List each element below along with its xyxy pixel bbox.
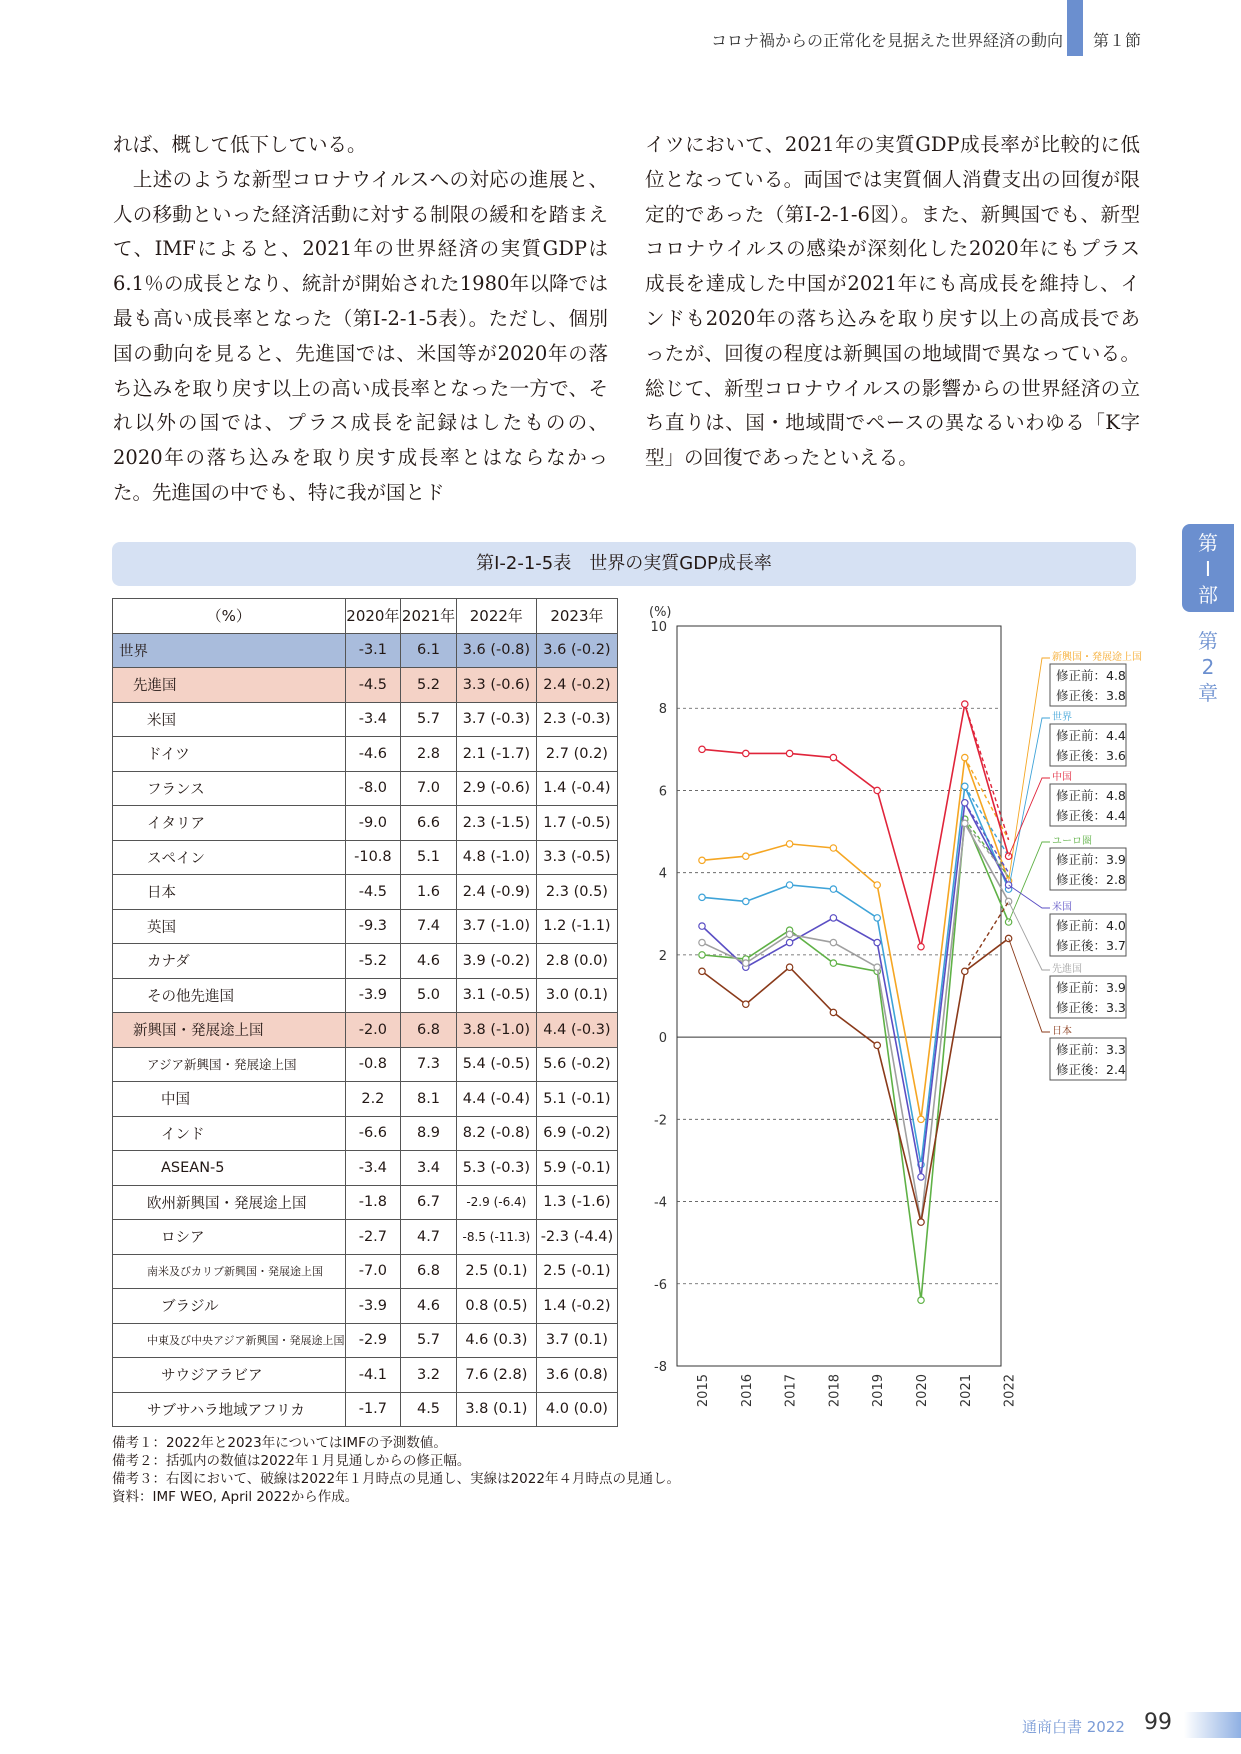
table-row — [113, 978, 618, 1013]
table-cell-name: 中国 — [113, 1082, 346, 1117]
table-cell-value-2022: 5.3 (-0.3) — [456, 1151, 536, 1186]
note: 備考３：右図において、破線は2022年１月時点の見通し、実線は2022年４月時点の見通し。 — [112, 1471, 680, 1487]
table-cell-value-2022: 3.7 (-1.0) — [456, 909, 536, 944]
table-cell-value-2020: -1.7 — [345, 1392, 401, 1427]
table-cell-name: フランス — [113, 771, 346, 806]
series-before-value: 修正前：4.0 — [1056, 918, 1126, 933]
table-row — [113, 737, 618, 772]
table-header: 2023年 — [536, 599, 617, 634]
page-number: 99 — [1144, 1710, 1172, 1735]
series-point — [962, 754, 968, 760]
note: 資料：IMF WEO, April 2022から作成。 — [112, 1489, 359, 1505]
table-cell-value-2022: 3.3 (-0.6) — [456, 668, 536, 703]
table-cell-value-2023: 2.8 (0.0) — [536, 944, 617, 979]
table-cell-value-2023: 6.9 (-0.2) — [536, 1116, 617, 1151]
table-cell-value-2020: -4.5 — [345, 668, 401, 703]
table-row — [113, 702, 618, 737]
table-cell-value-2021: 5.2 — [401, 668, 457, 703]
table-row — [113, 1220, 618, 1255]
series-point — [786, 939, 792, 945]
chapter-tab — [1182, 628, 1234, 706]
table-cell-name: サブサハラ地域アフリカ — [113, 1392, 346, 1427]
table-cell-value-2020: -9.3 — [345, 909, 401, 944]
table-cell-name: サウジアラビア — [113, 1358, 346, 1393]
series-point — [1005, 898, 1011, 904]
table-cell-name: 欧州新興国・発展途上国 — [113, 1185, 346, 1220]
series-point — [786, 841, 792, 847]
table-cell-value-2020: -2.9 — [345, 1323, 401, 1358]
series-after-value: 修正後：2.4 — [1056, 1062, 1126, 1077]
series-leader-line — [1009, 778, 1050, 856]
table-row — [113, 1151, 618, 1186]
series-name-label: 中国 — [1052, 772, 1072, 783]
table-cell-value-2021: 4.7 — [401, 1220, 457, 1255]
series-point — [962, 968, 968, 974]
table-cell-value-2023: 5.9 (-0.1) — [536, 1151, 617, 1186]
table-row — [113, 1289, 618, 1324]
series-point — [743, 853, 749, 859]
table-cell-value-2022: 3.8 (0.1) — [456, 1392, 536, 1427]
series-point — [743, 960, 749, 966]
paragraph: イツにおいて、2021年の実質GDP成長率が比較的に低位となっている。両国では実質個人消費支出の回復が限定的であった（第Ⅰ-2-1-6図）。また、新興国でも、新型コロナウイルスの感染が深刻化した2020年にもプラス成長を達成した中国が2021年にも高成長を維持し、インドも2020年の落ち込みを取り戻す以上の高成長であったが、回復の程度は新興国の地域間で異なっている。総じて、新型コロナウイルスの影響からの世界経済の立ち直りは、国・地域間でペースの異なるいわゆる「K字型」の回復であったといえる。 — [645, 133, 1140, 470]
series-before-value: 修正前：3.3 — [1056, 1042, 1126, 1057]
table-cell-name: その他先進国 — [113, 978, 346, 1013]
series-point — [786, 964, 792, 970]
series-projection-line — [965, 901, 1009, 971]
x-tick-label: 2018 — [827, 1374, 843, 1408]
series-point — [874, 787, 880, 793]
series-point — [830, 915, 836, 921]
series-point — [830, 886, 836, 892]
series-point — [830, 939, 836, 945]
series-after-value: 修正後：3.8 — [1056, 688, 1126, 703]
table-row — [113, 1358, 618, 1393]
table-cell-value-2022: 3.9 (-0.2) — [456, 944, 536, 979]
series-point — [1005, 882, 1011, 888]
figure-title: 第Ⅰ-2-1-5表 世界の実質GDP成長率 — [112, 542, 1136, 586]
table-cell-value-2022: 2.4 (-0.9) — [456, 875, 536, 910]
table-cell-value-2020: -3.4 — [345, 1151, 401, 1186]
table-cell-value-2020: -3.9 — [345, 1289, 401, 1324]
table-row — [113, 875, 618, 910]
x-tick-label: 2019 — [871, 1374, 887, 1408]
table-cell-value-2020: 2.2 — [345, 1082, 401, 1117]
x-tick-label: 2017 — [783, 1374, 799, 1408]
table-cell-value-2021: 5.1 — [401, 840, 457, 875]
table-cell-value-2020: -6.6 — [345, 1116, 401, 1151]
table-cell-value-2022: 4.4 (-0.4) — [456, 1082, 536, 1117]
header-accent-bar — [1067, 0, 1083, 56]
table-cell-value-2022: 4.8 (-1.0) — [456, 840, 536, 875]
section-title: コロナ禍からの正常化を見据えた世界経済の動向 — [710, 31, 1063, 50]
table-cell-value-2020: -4.6 — [345, 737, 401, 772]
series-point — [1005, 935, 1011, 941]
chapter-tab-char: 章 — [1198, 681, 1218, 705]
table-cell-value-2021: 6.8 — [401, 1254, 457, 1289]
series-point — [962, 820, 968, 826]
series-point — [874, 964, 880, 970]
table-row — [113, 806, 618, 841]
table-cell-value-2023: 3.6 (-0.2) — [536, 633, 617, 668]
footer-book-title: 通商白書 2022 — [1022, 1718, 1125, 1736]
series-point — [1005, 919, 1011, 925]
series-before-value: 修正前：3.9 — [1056, 852, 1126, 867]
series-leader-line — [1009, 885, 1050, 908]
table-row — [113, 1082, 618, 1117]
table-row — [113, 1013, 618, 1048]
series-point — [830, 845, 836, 851]
table-cell-value-2022: 2.9 (-0.6) — [456, 771, 536, 806]
table-cell-value-2023: 3.7 (0.1) — [536, 1323, 617, 1358]
table-cell-name: ロシア — [113, 1220, 346, 1255]
table-cell-value-2021: 5.0 — [401, 978, 457, 1013]
series-line — [702, 819, 1009, 1300]
series-point — [786, 750, 792, 756]
table-cell-name: ASEAN-5 — [113, 1151, 346, 1186]
table-row — [113, 1254, 618, 1289]
series-point — [918, 1297, 924, 1303]
table-cell-value-2023: 4.0 (0.0) — [536, 1392, 617, 1427]
table-cell-value-2021: 6.1 — [401, 633, 457, 668]
series-name-label: 世界 — [1052, 712, 1072, 723]
table-cell-value-2022: 2.1 (-1.7) — [456, 737, 536, 772]
table-cell-value-2023: 3.6 (0.8) — [536, 1358, 617, 1393]
series-name-label: 先進国 — [1052, 964, 1082, 975]
series-name-label: ユーロ圏 — [1052, 836, 1092, 847]
table-cell-value-2023: 2.4 (-0.2) — [536, 668, 617, 703]
table-row — [113, 1392, 618, 1427]
series-point — [918, 1219, 924, 1225]
table-cell-value-2021: 7.3 — [401, 1047, 457, 1082]
table-row — [113, 840, 618, 875]
table-cell-value-2021: 8.9 — [401, 1116, 457, 1151]
series-after-value: 修正後：3.3 — [1056, 1000, 1126, 1015]
table-cell-value-2021: 5.7 — [401, 1323, 457, 1358]
series-leader-line — [1009, 658, 1050, 881]
table-cell-value-2020: -7.0 — [345, 1254, 401, 1289]
series-point — [830, 1009, 836, 1015]
table-row — [113, 1323, 618, 1358]
table-cell-value-2022: 3.1 (-0.5) — [456, 978, 536, 1013]
table-cell-value-2020: -0.8 — [345, 1047, 401, 1082]
section-number: 第１節 — [1093, 31, 1142, 50]
series-leader-line — [1009, 901, 1050, 970]
series-line — [702, 823, 1009, 1222]
series-point — [874, 915, 880, 921]
table-cell-value-2021: 8.1 — [401, 1082, 457, 1117]
table-header: 2022年 — [456, 599, 536, 634]
y-tick-label: -2 — [654, 1113, 667, 1129]
body-column-left — [113, 128, 608, 511]
table-cell-value-2022: 0.8 (0.5) — [456, 1289, 536, 1324]
series-point — [918, 943, 924, 949]
series-leader-line — [1009, 842, 1050, 922]
part-tab-char: 部 — [1198, 583, 1218, 607]
note: 備考２：括弧内の数値は2022年１月見通しからの修正幅。 — [112, 1453, 471, 1469]
table-cell-name: カナダ — [113, 944, 346, 979]
table-cell-name: 先進国 — [113, 668, 346, 703]
table-cell-value-2021: 4.6 — [401, 1289, 457, 1324]
series-point — [743, 1001, 749, 1007]
y-tick-label: 10 — [650, 620, 667, 635]
table-cell-value-2021: 7.0 — [401, 771, 457, 806]
series-point — [874, 1042, 880, 1048]
chapter-tab-char: 2 — [1201, 655, 1215, 679]
x-tick-label: 2020 — [915, 1374, 930, 1408]
series-point — [699, 939, 705, 945]
part-tab-char: 第 — [1198, 531, 1218, 555]
table-cell-value-2020: -2.7 — [345, 1220, 401, 1255]
series-after-value: 修正後：3.7 — [1056, 938, 1126, 953]
table-cell-name: 日本 — [113, 875, 346, 910]
y-tick-label: 8 — [658, 702, 667, 718]
series-point — [786, 931, 792, 937]
table-cell-value-2020: -8.0 — [345, 771, 401, 806]
table-cell-name: ブラジル — [113, 1289, 346, 1324]
table-header: （%） — [113, 599, 346, 634]
table-cell-value-2020: -3.1 — [345, 633, 401, 668]
page-header — [0, 0, 1241, 62]
series-before-value: 修正前：3.9 — [1056, 980, 1126, 995]
table-cell-value-2022: 8.2 (-0.8) — [456, 1116, 536, 1151]
table-cell-value-2023: 5.1 (-0.1) — [536, 1082, 617, 1117]
table-cell-name: アジア新興国・発展途上国 — [113, 1047, 346, 1082]
series-point — [962, 701, 968, 707]
series-point — [874, 939, 880, 945]
series-point — [918, 1116, 924, 1122]
table-cell-name: 英国 — [113, 909, 346, 944]
table-row — [113, 1185, 618, 1220]
table-header: 2021年 — [401, 599, 457, 634]
paragraph: 上述のような新型コロナウイルスへの対応の進展と、人の移動といった経済活動に対する制限の緩和を踏まえて、IMFによると、2021年の世界経済の実質GDPは6.1％の成長となり、統計が開始された1980年以降では最も高い成長率となった（第Ⅰ-2-1-5表）。ただし、個別国の動向を見ると、先進国では、米国等が2020年の落ち込みを取り戻す以上の高い成長率となった一方で、それ以外の国では、プラス成長を記録はしたものの、2020年の落ち込みを取り戻す成長率とはならなかった。先進国の中でも、特に我が国とド — [113, 167, 608, 504]
table-row — [113, 771, 618, 806]
y-tick-label: -8 — [654, 1360, 667, 1375]
plot-frame — [677, 626, 1001, 1366]
x-tick-label: 2022 — [1002, 1374, 1018, 1408]
series-line — [702, 938, 1009, 1222]
table-cell-value-2023: 1.4 (-0.4) — [536, 771, 617, 806]
note: 備考１：2022年と2023年についてはIMFの予測数値。 — [112, 1435, 447, 1451]
table-header-row — [113, 599, 618, 634]
table-row — [113, 944, 618, 979]
series-after-value: 修正後：4.4 — [1056, 808, 1126, 823]
footer-accent-bar — [1184, 1712, 1241, 1738]
table-cell-value-2020: -4.1 — [345, 1358, 401, 1393]
series-point — [743, 898, 749, 904]
table-cell-value-2020: -9.0 — [345, 806, 401, 841]
table-cell-name: ドイツ — [113, 737, 346, 772]
table-cell-value-2022: 3.7 (-0.3) — [456, 702, 536, 737]
series-leader-line — [1009, 938, 1050, 1032]
series-before-value: 修正前：4.8 — [1056, 668, 1126, 683]
table-cell-value-2021: 4.6 — [401, 944, 457, 979]
table-cell-value-2022: -2.9 (-6.4) — [456, 1185, 536, 1220]
table-cell-value-2022: 7.6 (2.8) — [456, 1358, 536, 1393]
table-cell-value-2023: 2.5 (-0.1) — [536, 1254, 617, 1289]
series-name-label: 日本 — [1052, 1026, 1072, 1037]
series-name-label: 新興国・発展途上国 — [1052, 652, 1142, 663]
series-point — [699, 894, 705, 900]
table-row — [113, 633, 618, 668]
table-cell-name: 米国 — [113, 702, 346, 737]
y-axis-label: (%) — [649, 605, 672, 620]
table-cell-value-2022: 5.4 (-0.5) — [456, 1047, 536, 1082]
series-point — [699, 923, 705, 929]
table-cell-value-2023: 4.4 (-0.3) — [536, 1013, 617, 1048]
table-cell-name: 新興国・発展途上国 — [113, 1013, 346, 1048]
series-point — [1005, 853, 1011, 859]
table-cell-value-2023: 1.7 (-0.5) — [536, 806, 617, 841]
table-cell-value-2023: 1.4 (-0.2) — [536, 1289, 617, 1324]
table-cell-value-2021: 6.7 — [401, 1185, 457, 1220]
table-cell-value-2020: -1.8 — [345, 1185, 401, 1220]
part-tab-char: Ⅰ — [1205, 557, 1211, 581]
x-tick-label: 2021 — [958, 1374, 974, 1408]
table-row — [113, 1116, 618, 1151]
y-tick-label: 4 — [658, 866, 667, 882]
y-tick-label: 0 — [658, 1031, 667, 1047]
series-point — [874, 882, 880, 888]
table-cell-value-2021: 7.4 — [401, 909, 457, 944]
table-cell-value-2023: 1.2 (-1.1) — [536, 909, 617, 944]
table-cell-value-2021: 4.5 — [401, 1392, 457, 1427]
table-cell-value-2021: 3.4 — [401, 1151, 457, 1186]
table-cell-value-2021: 2.8 — [401, 737, 457, 772]
series-before-value: 修正前：4.8 — [1056, 788, 1126, 803]
series-after-value: 修正後：2.8 — [1056, 872, 1126, 887]
table-cell-value-2023: 2.3 (-0.3) — [536, 702, 617, 737]
table-cell-value-2023: 3.3 (-0.5) — [536, 840, 617, 875]
series-point — [699, 952, 705, 958]
table-header: 2020年 — [345, 599, 401, 634]
series-point — [699, 857, 705, 863]
table-cell-value-2023: 3.0 (0.1) — [536, 978, 617, 1013]
table-cell-value-2020: -3.9 — [345, 978, 401, 1013]
series-point — [918, 1174, 924, 1180]
x-tick-label: 2015 — [696, 1374, 711, 1408]
table-cell-value-2022: 3.8 (-1.0) — [456, 1013, 536, 1048]
gdp-line-chart — [630, 590, 1150, 1430]
series-after-value: 修正後：3.6 — [1056, 748, 1126, 763]
table-cell-value-2023: 2.3 (0.5) — [536, 875, 617, 910]
table-cell-value-2020: -5.2 — [345, 944, 401, 979]
notes — [112, 1434, 680, 1506]
table-cell-name: 世界 — [113, 633, 346, 668]
series-point — [962, 800, 968, 806]
table-cell-value-2020: -4.5 — [345, 875, 401, 910]
series-name-label: 米国 — [1052, 902, 1072, 913]
table-cell-value-2020: -2.0 — [345, 1013, 401, 1048]
series-before-value: 修正前：4.4 — [1056, 728, 1126, 743]
table-cell-value-2021: 5.7 — [401, 702, 457, 737]
series-point — [699, 746, 705, 752]
series-point — [699, 968, 705, 974]
table-cell-value-2022: 4.6 (0.3) — [456, 1323, 536, 1358]
table-cell-value-2021: 6.6 — [401, 806, 457, 841]
table-row — [113, 909, 618, 944]
table-cell-value-2022: 2.5 (0.1) — [456, 1254, 536, 1289]
table-cell-value-2020: -3.4 — [345, 702, 401, 737]
table-cell-name: スペイン — [113, 840, 346, 875]
y-tick-label: -6 — [654, 1277, 667, 1293]
table-cell-value-2023: -2.3 (-4.4) — [536, 1220, 617, 1255]
y-tick-label: 2 — [658, 948, 667, 964]
table-row — [113, 668, 618, 703]
series-point — [786, 882, 792, 888]
table-cell-name: 中東及び中央アジア新興国・発展途上国 — [113, 1323, 346, 1358]
chapter-tab-char: 第 — [1198, 629, 1218, 653]
table-cell-value-2022: 2.3 (-1.5) — [456, 806, 536, 841]
table-cell-value-2023: 2.7 (0.2) — [536, 737, 617, 772]
part-tab — [1182, 524, 1234, 612]
table-cell-value-2022: -8.5 (-11.3) — [456, 1220, 536, 1255]
table-cell-name: 南米及びカリブ新興国・発展途上国 — [113, 1254, 346, 1289]
table-cell-value-2023: 5.6 (-0.2) — [536, 1047, 617, 1082]
y-tick-label: 6 — [658, 784, 667, 800]
table-cell-name: インド — [113, 1116, 346, 1151]
series-point — [962, 783, 968, 789]
body-column-right — [645, 128, 1140, 476]
table-cell-name: イタリア — [113, 806, 346, 841]
series-point — [830, 960, 836, 966]
table-cell-value-2022: 3.6 (-0.8) — [456, 633, 536, 668]
table-cell-value-2021: 1.6 — [401, 875, 457, 910]
paragraph: れば、概して低下している。 — [113, 133, 367, 156]
y-tick-label: -4 — [654, 1195, 667, 1211]
table-cell-value-2023: 1.3 (-1.6) — [536, 1185, 617, 1220]
table-cell-value-2021: 6.8 — [401, 1013, 457, 1048]
table-row — [113, 1047, 618, 1082]
series-point — [743, 750, 749, 756]
x-tick-label: 2016 — [739, 1374, 755, 1408]
gdp-table — [112, 598, 618, 1427]
table-cell-value-2021: 3.2 — [401, 1358, 457, 1393]
table-cell-value-2020: -10.8 — [345, 840, 401, 875]
series-point — [830, 754, 836, 760]
